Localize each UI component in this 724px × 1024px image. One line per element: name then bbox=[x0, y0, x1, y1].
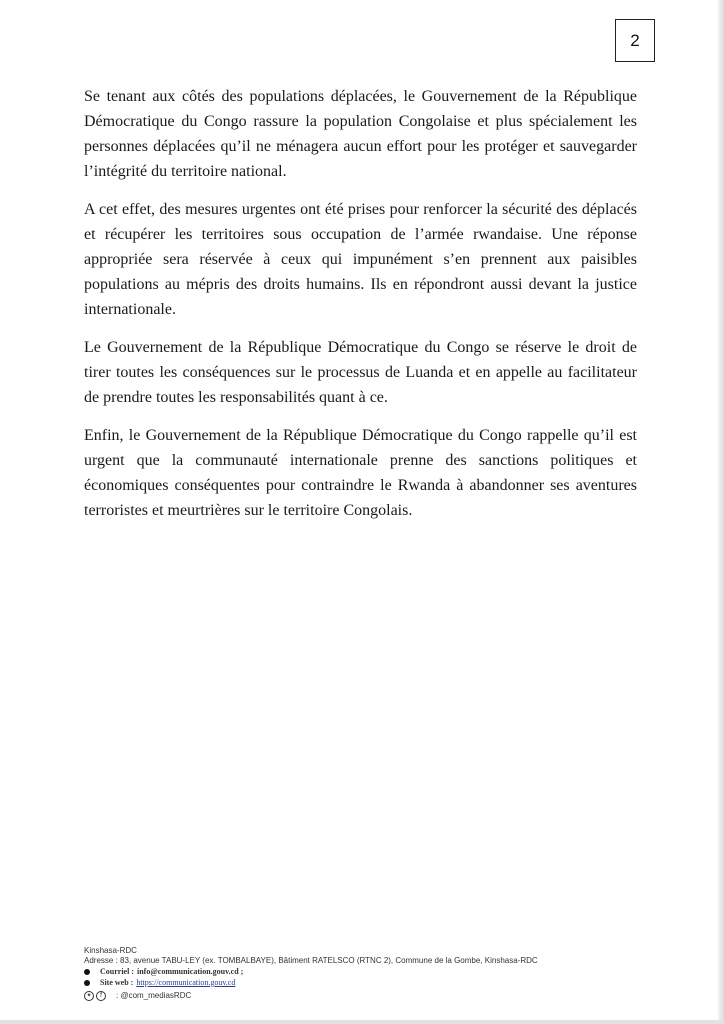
document-body bbox=[84, 84, 637, 536]
facebook-icon[interactable]: f bbox=[96, 991, 106, 1001]
page-bottom-edge bbox=[0, 1020, 724, 1024]
page-edge-shadow bbox=[718, 0, 724, 1024]
social-handle[interactable]: : @com_mediasRDC bbox=[116, 991, 192, 1000]
footer-address: Adresse : 83, avenue TABU-LEY (ex. TOMBALBAYE), Bâtiment RATELSCO (RTNC 2), Commune de la Gombe, Kinshasa-RDC bbox=[84, 956, 538, 965]
email-label: Courriel : bbox=[100, 967, 134, 976]
footer-social-row bbox=[84, 989, 644, 1002]
website-label: Site web : bbox=[100, 978, 134, 987]
twitter-icon[interactable]: ✦ bbox=[84, 991, 94, 1001]
paragraph-3: Le Gouvernement de la République Démocratique du Congo se réserve le droit de tirer toutes les conséquences sur le processus de Luanda et en appelle au facilitateur de prendre toutes les responsabilités quant à ce. bbox=[84, 339, 637, 406]
email-value[interactable]: info@communication.gouv.cd ; bbox=[137, 967, 244, 976]
paragraph-4: Enfin, le Gouvernement de la République Démocratique du Congo rappelle qu’il est urgent que la communauté internationale prenne des sanctions politiques et économiques conséquentes pour contraindre le Rwanda à abandonner ses aventures terroristes et meurtrières sur le territoire Congolais. bbox=[84, 427, 637, 519]
paragraph-1: Se tenant aux côtés des populations déplacées, le Gouvernement de la République Démocratique du Congo rassure la population Congolaise et plus spécialement les personnes déplacées qu’il ne ménagera aucun effort pour les protéger et sauvegarder l’intégrité du territoire national. bbox=[84, 88, 637, 180]
footer-city: Kinshasa-RDC bbox=[84, 946, 137, 955]
bullet-icon bbox=[84, 969, 90, 975]
footer-email-row bbox=[84, 966, 644, 977]
footer bbox=[84, 946, 644, 1002]
footer-website-row bbox=[84, 977, 644, 988]
paragraph-2: A cet effet, des mesures urgentes ont été prises pour renforcer la sécurité des déplacés et récupérer les territoires sous occupation de l’armée rwandaise. Une réponse appropriée sera réservée à ceux qui impunément s’en prennent aux paisibles populations au mépris des droits humains. Ils en répondront aussi devant la justice internationale. bbox=[84, 201, 637, 318]
page-number: 2 bbox=[615, 19, 655, 62]
bullet-icon bbox=[84, 980, 90, 986]
website-link[interactable]: https://communication.gouv.cd bbox=[136, 978, 236, 987]
